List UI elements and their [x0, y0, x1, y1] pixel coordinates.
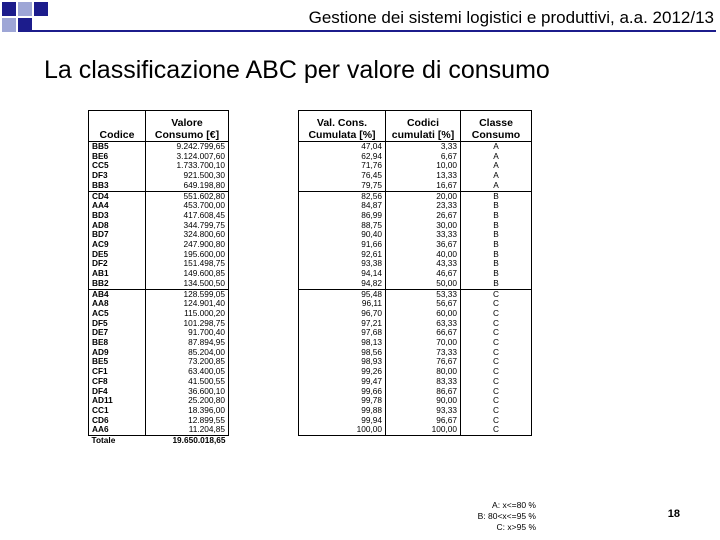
consumption-class: C — [461, 387, 532, 397]
slide-title: La classificazione ABC per valore di consumo — [44, 56, 550, 84]
cumulative-codes-percent: 60,00 — [386, 309, 461, 319]
cumulative-value-percent: 82,56 — [299, 191, 386, 201]
item-code: BE5 — [89, 357, 146, 367]
cumulative-value-percent: 99,66 — [299, 387, 386, 397]
cumulative-codes-percent: 76,67 — [386, 357, 461, 367]
consumption-value: 134.500,50 — [146, 279, 229, 289]
cumulative-codes-percent: 3,33 — [386, 142, 461, 152]
item-code: AD11 — [89, 396, 146, 406]
consumption-value: 63.400,05 — [146, 367, 229, 377]
item-code: AC5 — [89, 309, 146, 319]
cumulative-codes-percent: 26,67 — [386, 211, 461, 221]
item-code: DF3 — [89, 171, 146, 181]
cumulative-value-percent: 96,70 — [299, 309, 386, 319]
consumption-value: 417.608,45 — [146, 211, 229, 221]
consumption-value: 649.198,80 — [146, 181, 229, 191]
item-code: AB4 — [89, 289, 146, 299]
cumulative-codes-percent: 43,33 — [386, 259, 461, 269]
cumulative-codes-percent: 33,33 — [386, 230, 461, 240]
page-number: 18 — [667, 508, 680, 520]
class-legend — [440, 500, 536, 533]
total-value: 19.650.018,65 — [172, 435, 226, 446]
consumption-value: 149.600,85 — [146, 269, 229, 279]
cumulative-value-percent: 79,75 — [299, 181, 386, 191]
cumulative-value-percent: 99,47 — [299, 377, 386, 387]
cumulative-value-percent: 94,82 — [299, 279, 386, 289]
decor-square-dark — [2, 2, 16, 16]
consumption-class: C — [461, 348, 532, 358]
cumulative-value-percent: 92,61 — [299, 250, 386, 260]
cumulative-value-percent: 94,14 — [299, 269, 386, 279]
item-code: CD6 — [89, 416, 146, 426]
column-header-value: Valore Consumo [€] — [146, 111, 229, 142]
consumption-value: 87.894,95 — [146, 338, 229, 348]
cumulative-codes-percent: 80,00 — [386, 367, 461, 377]
cumulative-codes-percent: 70,00 — [386, 338, 461, 348]
cumulative-codes-percent: 20,00 — [386, 191, 461, 201]
cumulative-codes-percent: 56,67 — [386, 299, 461, 309]
item-code: AD9 — [89, 348, 146, 358]
consumption-class: C — [461, 319, 532, 329]
cumulative-value-percent: 93,38 — [299, 259, 386, 269]
cumulative-codes-percent: 23,33 — [386, 201, 461, 211]
item-code: CF1 — [89, 367, 146, 377]
consumption-value: 18.396,00 — [146, 406, 229, 416]
table-row — [89, 279, 229, 289]
consumption-value: 195.600,00 — [146, 250, 229, 260]
consumption-value: 324.800,60 — [146, 230, 229, 240]
column-header-cumulative-value: Val. Cons. Cumulata [%] — [299, 111, 386, 142]
column-header-cumulative-codes: Codici cumulati [%] — [386, 111, 461, 142]
item-code: AC9 — [89, 240, 146, 250]
item-code: BB3 — [89, 181, 146, 191]
cumulative-codes-percent: 30,00 — [386, 221, 461, 231]
cumulative-value-percent: 99,94 — [299, 416, 386, 426]
cumulative-codes-percent: 73,33 — [386, 348, 461, 358]
item-code: AA4 — [89, 201, 146, 211]
cumulative-value-percent: 47,04 — [299, 142, 386, 152]
consumption-value: 453.700,00 — [146, 201, 229, 211]
item-code: DE5 — [89, 250, 146, 260]
cumulative-value-percent: 97,68 — [299, 328, 386, 338]
item-code: DF5 — [89, 319, 146, 329]
item-code: DE7 — [89, 328, 146, 338]
consumption-class: C — [461, 425, 532, 435]
item-code: BB2 — [89, 279, 146, 289]
consumption-value: 128.599,05 — [146, 289, 229, 299]
consumption-value: 85.204,00 — [146, 348, 229, 358]
consumption-value: 9.242.799,65 — [146, 142, 229, 152]
consumption-value: 921.500,30 — [146, 171, 229, 181]
consumption-value: 25.200,80 — [146, 396, 229, 406]
cumulative-value-percent: 88,75 — [299, 221, 386, 231]
cumulative-codes-percent: 90,00 — [386, 396, 461, 406]
consumption-value: 101.298,75 — [146, 319, 229, 329]
cumulative-codes-percent: 86,67 — [386, 387, 461, 397]
consumption-value: 36.600,10 — [146, 387, 229, 397]
item-code: AD8 — [89, 221, 146, 231]
cumulative-value-percent: 86,99 — [299, 211, 386, 221]
consumption-class: B — [461, 250, 532, 260]
header-rule — [18, 30, 716, 32]
consumption-class: B — [461, 240, 532, 250]
consumption-class: B — [461, 230, 532, 240]
consumption-value: 551.602,80 — [146, 191, 229, 201]
consumption-value: 1.733.700,10 — [146, 161, 229, 171]
consumption-value: 11.204,85 — [146, 425, 229, 435]
cumulative-value-percent: 84,87 — [299, 201, 386, 211]
table-row — [299, 279, 532, 289]
cumulative-value-percent: 97,21 — [299, 319, 386, 329]
item-code: AA8 — [89, 299, 146, 309]
item-code: CD4 — [89, 191, 146, 201]
cumulative-value-percent: 98,13 — [299, 338, 386, 348]
cumulative-codes-percent: 36,67 — [386, 240, 461, 250]
cumulative-codes-percent: 96,67 — [386, 416, 461, 426]
item-code: CC5 — [89, 161, 146, 171]
item-code: BE8 — [89, 338, 146, 348]
table-row — [89, 425, 229, 435]
consumption-class: A — [461, 152, 532, 162]
cumulative-codes-percent: 10,00 — [386, 161, 461, 171]
cumulative-value-percent: 96,11 — [299, 299, 386, 309]
consumption-class: A — [461, 161, 532, 171]
consumption-class: C — [461, 416, 532, 426]
cumulative-value-percent: 99,88 — [299, 406, 386, 416]
consumption-class: C — [461, 357, 532, 367]
decor-square-light — [2, 18, 16, 32]
cumulative-codes-percent: 40,00 — [386, 250, 461, 260]
legend-class-b: B: 80<x<=95 % — [477, 511, 536, 521]
table-row — [89, 181, 229, 191]
consumption-class: C — [461, 328, 532, 338]
consumption-value: 3.124.007,60 — [146, 152, 229, 162]
consumption-class: C — [461, 406, 532, 416]
legend-class-c: C: x>95 % — [496, 522, 536, 532]
course-header: Gestione dei sistemi logistici e produttivi, a.a. 2012/13 — [308, 8, 714, 27]
cumulative-codes-percent: 46,67 — [386, 269, 461, 279]
cumulative-codes-percent: 53,33 — [386, 289, 461, 299]
column-header-code: Codice — [89, 111, 146, 142]
consumption-value: 247.900,80 — [146, 240, 229, 250]
consumption-value: 41.500,55 — [146, 377, 229, 387]
cumulative-value-percent: 91,66 — [299, 240, 386, 250]
consumption-class: C — [461, 338, 532, 348]
consumption-value-table — [88, 110, 229, 446]
table-row — [299, 181, 532, 191]
consumption-class: B — [461, 191, 532, 201]
cumulative-codes-percent: 6,67 — [386, 152, 461, 162]
cumulative-value-percent: 71,76 — [299, 161, 386, 171]
consumption-class: A — [461, 181, 532, 191]
consumption-value: 91.700,40 — [146, 328, 229, 338]
cumulative-value-percent: 95,48 — [299, 289, 386, 299]
item-code: CC1 — [89, 406, 146, 416]
cumulative-value-percent: 98,93 — [299, 357, 386, 367]
decor-square-dark — [34, 2, 48, 16]
total-label: Totale — [91, 435, 116, 446]
consumption-value: 344.799,75 — [146, 221, 229, 231]
consumption-value: 73.200,85 — [146, 357, 229, 367]
item-code: BD3 — [89, 211, 146, 221]
decor-square-light — [18, 2, 32, 16]
consumption-class: C — [461, 367, 532, 377]
cumulative-codes-percent: 66,67 — [386, 328, 461, 338]
consumption-class: C — [461, 396, 532, 406]
item-code: AA6 — [89, 425, 146, 435]
consumption-value: 124.901,40 — [146, 299, 229, 309]
cumulative-value-percent: 62,94 — [299, 152, 386, 162]
cumulative-codes-percent: 16,67 — [386, 181, 461, 191]
item-code: BB5 — [89, 142, 146, 152]
cumulative-value-percent: 99,26 — [299, 367, 386, 377]
consumption-class: A — [461, 171, 532, 181]
cumulative-codes-percent: 63,33 — [386, 319, 461, 329]
consumption-class: C — [461, 377, 532, 387]
legend-class-a: A: x<=80 % — [492, 500, 536, 510]
column-header-class: Classe Consumo — [461, 111, 532, 142]
cumulative-codes-percent: 100,00 — [386, 425, 461, 435]
cumulative-codes-percent: 13,33 — [386, 171, 461, 181]
consumption-class: B — [461, 259, 532, 269]
cumulative-table — [298, 110, 532, 436]
table-row — [299, 425, 532, 435]
consumption-class: B — [461, 201, 532, 211]
cumulative-value-percent: 98,56 — [299, 348, 386, 358]
cumulative-value-percent: 90,40 — [299, 230, 386, 240]
item-code: AB1 — [89, 269, 146, 279]
cumulative-codes-percent: 50,00 — [386, 279, 461, 289]
consumption-class: A — [461, 142, 532, 152]
item-code: BD7 — [89, 230, 146, 240]
cumulative-value-percent: 99,78 — [299, 396, 386, 406]
item-code: CF8 — [89, 377, 146, 387]
cumulative-codes-percent: 83,33 — [386, 377, 461, 387]
consumption-value: 115.000,20 — [146, 309, 229, 319]
consumption-class: C — [461, 289, 532, 299]
consumption-value: 12.899,55 — [146, 416, 229, 426]
consumption-class: C — [461, 299, 532, 309]
cumulative-value-percent: 76,45 — [299, 171, 386, 181]
consumption-class: B — [461, 211, 532, 221]
consumption-class: C — [461, 309, 532, 319]
consumption-class: B — [461, 269, 532, 279]
item-code: DF2 — [89, 259, 146, 269]
consumption-value: 151.498,75 — [146, 259, 229, 269]
consumption-class: B — [461, 221, 532, 231]
cumulative-value-percent: 100,00 — [299, 425, 386, 435]
cumulative-codes-percent: 93,33 — [386, 406, 461, 416]
item-code: BE6 — [89, 152, 146, 162]
item-code: DF4 — [89, 387, 146, 397]
consumption-class: B — [461, 279, 532, 289]
